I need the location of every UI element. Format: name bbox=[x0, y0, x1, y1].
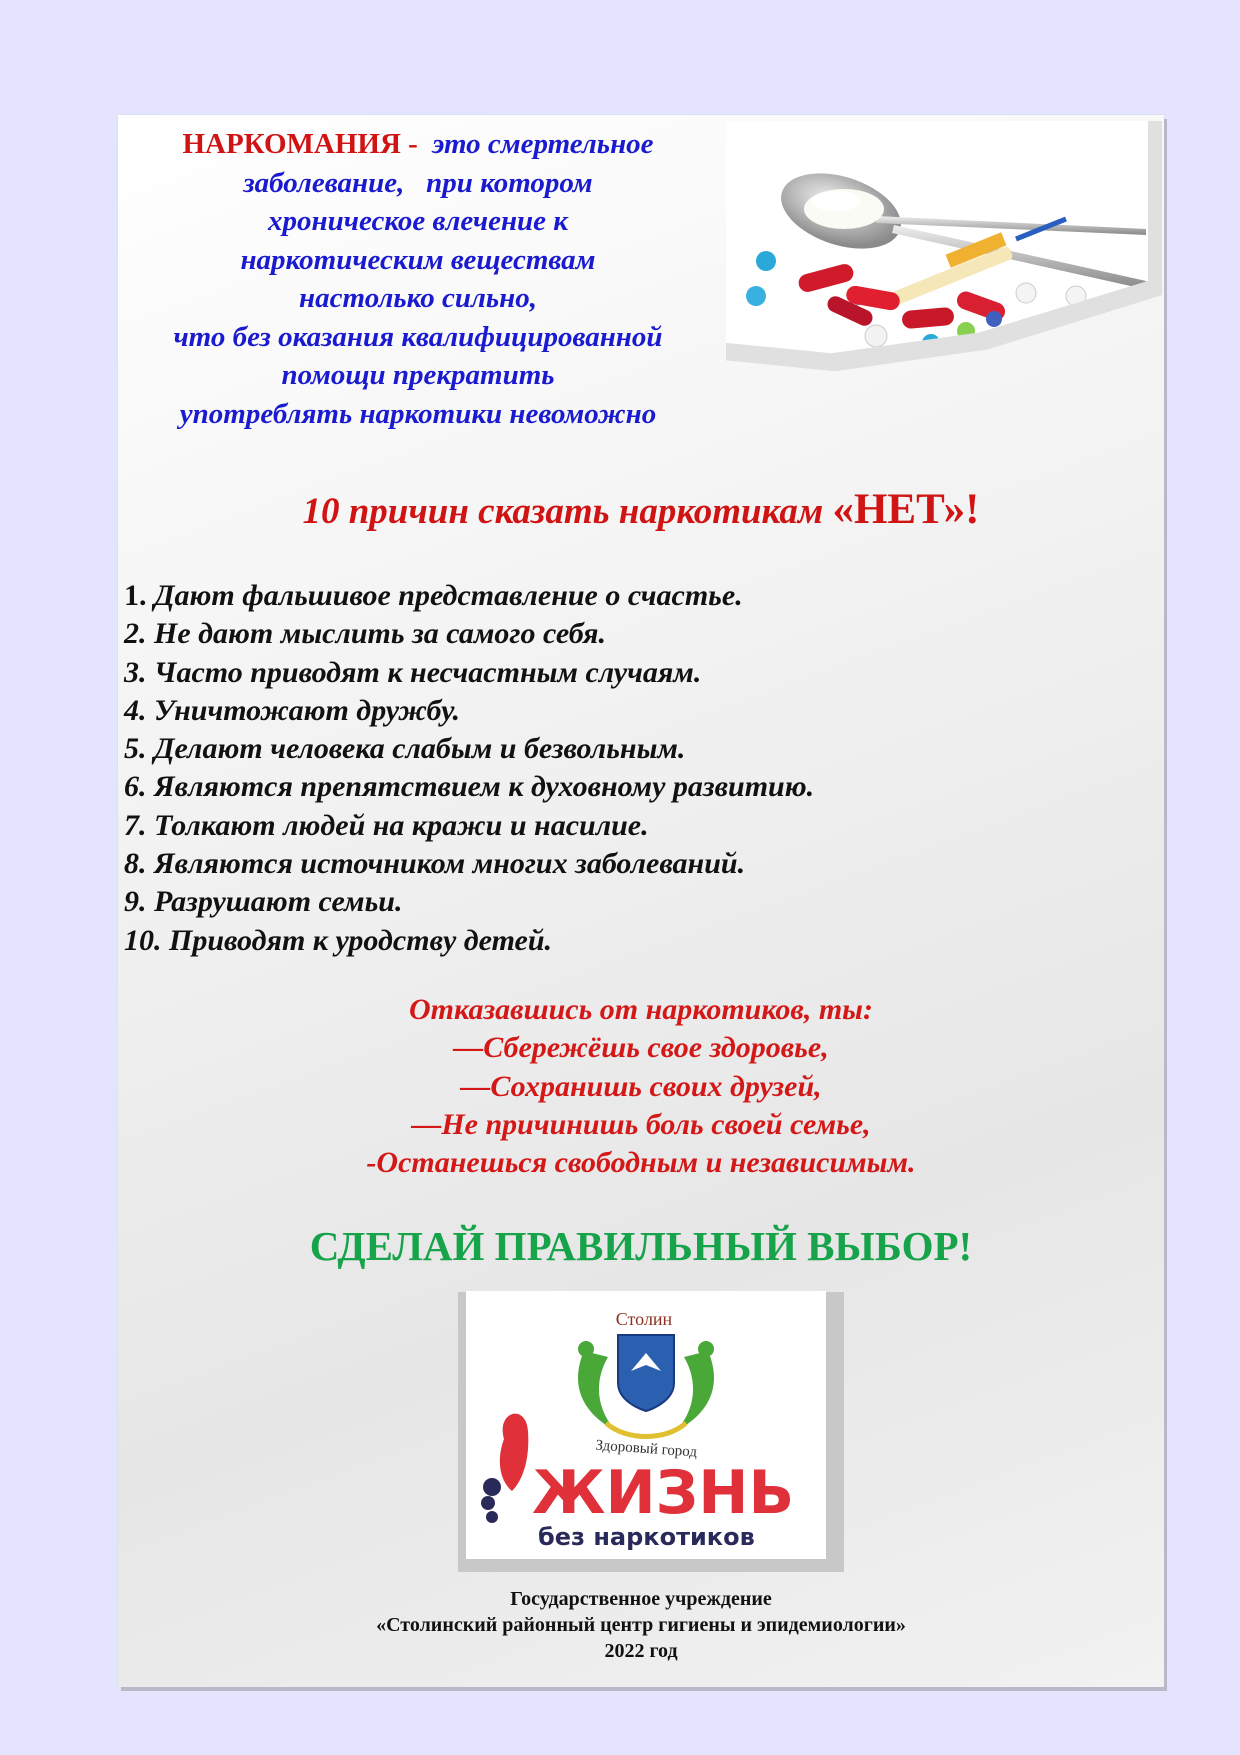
refusal-line: —Не причинишь боль своей семье, bbox=[411, 1107, 871, 1141]
refusal-line: —Сохранишь своих друзей, bbox=[460, 1069, 822, 1103]
list-item: 4. Уничтожают дружбу. bbox=[124, 693, 461, 727]
footer bbox=[118, 1586, 1164, 1664]
intro-line-5: настолько сильно, bbox=[299, 282, 537, 314]
refusal-line: -Останешься свободным и независимым. bbox=[366, 1146, 916, 1180]
foot-heart-icon bbox=[481, 1414, 528, 1523]
intro-line-3: хроническое влечение к bbox=[268, 205, 568, 237]
headline-net: «НЕТ»! bbox=[832, 486, 980, 533]
headline bbox=[118, 485, 1164, 534]
refusal-line: Отказавшись от наркотиков, ты: bbox=[409, 993, 873, 1026]
list-item: 10. Приводят к уродству детей. bbox=[124, 923, 553, 957]
footer-year: 2022 год bbox=[604, 1640, 678, 1662]
list-item: 7. Толкают людей на кражи и насилие. bbox=[124, 808, 649, 842]
list-item: 8. Являются источником многих заболеваний. bbox=[124, 847, 746, 881]
list-item: 6. Являются препятствием к духовному развитию. bbox=[124, 770, 815, 804]
intro-term: НАРКОМАНИЯ - bbox=[182, 128, 418, 160]
intro-definition bbox=[118, 125, 718, 433]
intro-line-1: НАРКОМАНИЯ - это смертельное bbox=[182, 128, 654, 160]
choice-slogan: СДЕЛАЙ ПРАВИЛЬНЫЙ ВЫБОР! bbox=[309, 1223, 973, 1269]
reasons-list bbox=[124, 577, 1124, 960]
footer-org: Государственное учреждение bbox=[510, 1588, 772, 1610]
logo-motto-text: Здоровый город bbox=[594, 1437, 698, 1461]
footer-name: «Столинский районный центр гигиены и эпидемиологии» bbox=[376, 1614, 906, 1636]
logo-sub-text: без наркотиков bbox=[538, 1523, 755, 1551]
intro-line-6: что без оказания квалифицированной bbox=[173, 320, 663, 353]
refusal-line: —Сбережёшь свое здоровье, bbox=[453, 1031, 829, 1065]
list-item: 9. Разрушают семьи. bbox=[124, 885, 403, 919]
logo-city-text: Столин bbox=[615, 1309, 673, 1329]
logo-word-text: ЖИЗНЬ bbox=[532, 1458, 795, 1528]
intro-line-2: заболевание, при котором bbox=[243, 166, 593, 199]
headline-text: 10 причин сказать наркотикам bbox=[302, 491, 833, 532]
intro-line-7: помощи прекратить bbox=[281, 359, 555, 391]
intro-line-4: наркотическим веществам bbox=[240, 243, 596, 276]
intro-line-8: употреблять наркотики невоможно bbox=[179, 397, 657, 430]
stolin-emblem-icon bbox=[466, 1291, 826, 1559]
list-item: 3. Часто приводят к несчастным случаям. bbox=[124, 655, 702, 689]
refusal-benefits bbox=[118, 991, 1164, 1182]
list-item: 5. Делают человека слабым и безвольным. bbox=[124, 732, 686, 766]
list-item: 2. Не дают мыслить за самого себя. bbox=[124, 617, 606, 651]
campaign-logo bbox=[466, 1291, 826, 1559]
poster-sheet bbox=[118, 115, 1164, 1687]
list-item: 1. Дают фальшивое представление о счастье. bbox=[124, 579, 743, 612]
